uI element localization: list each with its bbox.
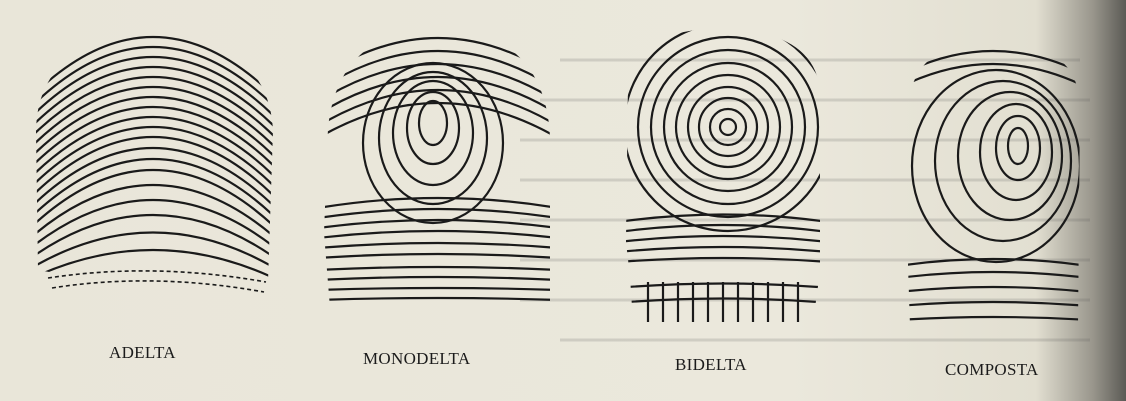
- fingerprint-monodelta: [318, 18, 558, 318]
- fingerprint-composta: [898, 36, 1088, 336]
- caption-monodelta: MONODELTA: [363, 349, 471, 368]
- caption-bidelta: BIDELTA: [675, 355, 747, 374]
- caption-adelta: ADELTA: [109, 343, 176, 362]
- fingerprint-bidelta: [618, 22, 828, 322]
- fingerprint-adelta: [28, 20, 278, 310]
- caption-composta: COMPOSTA: [945, 360, 1039, 379]
